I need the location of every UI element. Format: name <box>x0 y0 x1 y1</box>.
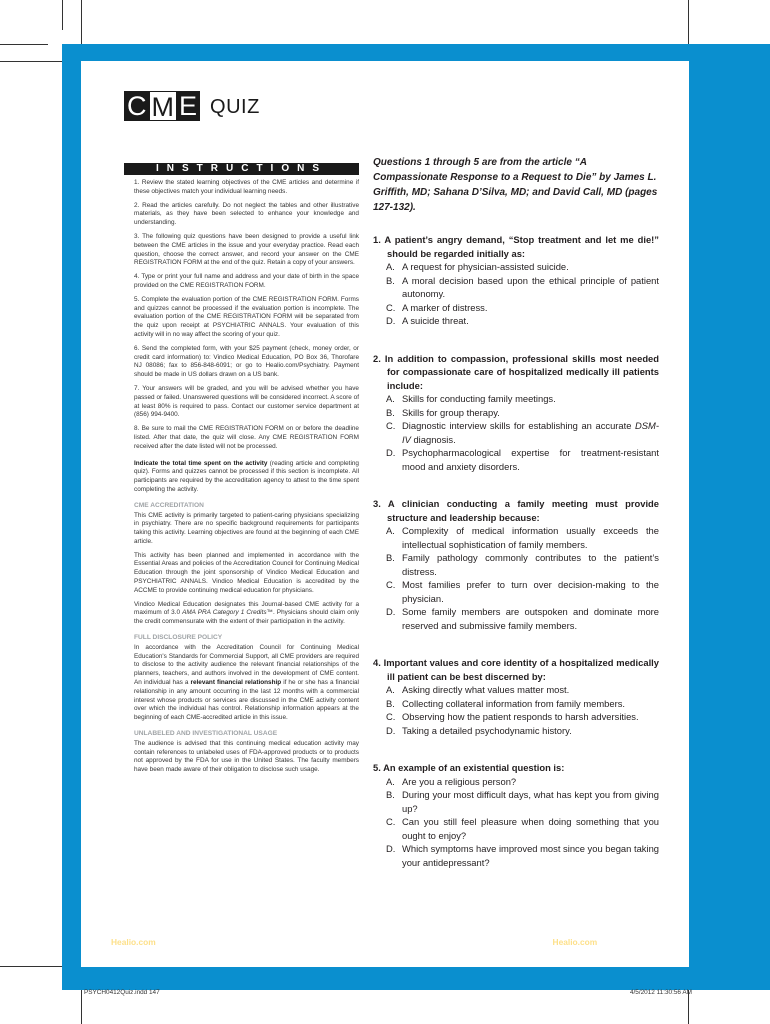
option-letter: A. <box>386 775 395 787</box>
question-title: 3. A clinician conducting a family meeting must provide structure and leadership because: <box>373 498 659 523</box>
option-letter: B. <box>386 552 395 563</box>
page-number: 147 <box>645 937 659 947</box>
accreditation-paragraph: This CME activity is primarily targeted to patient-caring physicians specializing in psychiatry. There are no specific background requirements for participants taking this activity. Learning objectives are found at the beginning of each CME article. <box>134 511 359 545</box>
unlabeled-heading: UNLABELED AND INVESTIGATIONAL USAGE <box>134 730 278 738</box>
slug-filename: PSYCH0412Quiz.indd 147 <box>84 989 160 996</box>
designation-text-end: . Physicians should claim only the credit commensurate with the extent of their participation in the activity. <box>134 609 359 626</box>
answer-option <box>373 697 659 711</box>
time-spent-text: (reading article and completing quiz). Forms and quizzes cannot be processed if this section is incomplete. All participants are required by the accreditation agency to attest to the time spent completing the activity. <box>134 459 359 493</box>
instruction-step: 7. Your answers will be graded, and you will be advised whether you have passed or failed. Unanswered questions will be considered incorrect. A score of at least 80% is required to pass. Contact our customer service department at (856) 994-9400. <box>134 384 359 419</box>
instruction-step: 5. Complete the evaluation portion of the CME REGISTRATION FORM. Forms and quizzes cannot be processed if the evaluation portion is incomplete. The evaluation portion of the CME REGISTRATION FORM will be separated from the quiz upon receipt at PSYCHIATRIC ANNALS. Your evaluation of this activity will in no way affect the scoring of your quiz. <box>134 295 359 338</box>
designation-credits: AMA PRA Category 1 Credits™ <box>182 609 273 617</box>
option-text: Observing how the patient responds to harsh adversities. <box>402 711 639 722</box>
option-letter: A. <box>386 525 395 536</box>
answer-option <box>373 314 659 328</box>
option-letter: D. <box>386 447 396 458</box>
question-1 <box>373 233 659 328</box>
footer-issue: APRIL 2012 <box>366 937 413 947</box>
question-4 <box>373 656 659 737</box>
option-text: A suicide threat. <box>402 315 469 326</box>
logo-letter-e: E <box>176 91 200 121</box>
instruction-step: 8. Be sure to mail the CME REGISTRATION FORM on or before the deadline listed. After that date, the quiz will close. Any CME REGISTRATION FORM received after the date listed will not be processed. <box>134 425 359 450</box>
disclosure-text-end: if he or she has a financial relationship in any amount occurring in the last 12 months with a commercial interest whose products or services are discussed in the CME activity content over which the individual has control. Relationship information appears at the beginning of each CME-accredited article in this issue. <box>134 679 359 722</box>
answer-option <box>373 274 659 301</box>
crop-mark <box>81 0 82 48</box>
option-text: Some family members are outspoken and dominate more reserved and submissive family members. <box>402 606 659 631</box>
option-letter: B. <box>386 697 395 709</box>
option-text: Most families prefer to turn over decision-making to the physician. <box>402 579 659 604</box>
answer-option <box>373 406 659 420</box>
answer-option <box>373 788 659 815</box>
time-spent-note <box>134 460 359 495</box>
disclosure-heading: FULL DISCLOSURE POLICY <box>134 634 223 642</box>
option-letter: B. <box>386 274 395 286</box>
option-letter: B. <box>386 789 395 800</box>
option-text: Collecting collateral information from family members. <box>402 697 625 709</box>
question-title: 5. An example of an existential question is: <box>373 762 565 773</box>
option-letter: C. <box>386 301 396 313</box>
crop-mark <box>0 61 66 62</box>
option-letter: A. <box>386 684 395 695</box>
logo-quiz-word: QUIZ <box>210 96 260 118</box>
option-text: During your most difficult days, what has kept you from giving up? <box>402 789 659 814</box>
unlabeled-paragraph: The audience is advised that this continuing medical education activity may contain references to unlabeled uses of FDA-approved products or to products not approved by the FDA for use in the United States. The faculty members have been made aware of their obligation to disclose such usage. <box>134 739 359 774</box>
answer-option <box>373 419 659 446</box>
instructions-column <box>134 179 359 780</box>
option-text: Which symptoms have improved most since you began taking your antidepressant? <box>402 843 659 868</box>
footer-healio-right: Healio.com <box>552 937 598 947</box>
question-5 <box>373 761 659 869</box>
crop-mark <box>688 0 689 48</box>
option-letter: A. <box>386 261 395 272</box>
question-title: 1. A patient’s angry demand, “Stop treatment and let me die!” should be regarded initially as: <box>373 234 659 259</box>
answer-option <box>373 842 659 869</box>
option-letter: D. <box>386 724 396 736</box>
answer-option <box>373 683 659 697</box>
answer-option <box>373 392 659 406</box>
disclosure-bold: relevant financial relationship <box>190 679 282 687</box>
footer-right <box>553 937 659 947</box>
answer-option <box>373 775 659 789</box>
questions-column <box>373 155 659 869</box>
question-2 <box>373 352 659 474</box>
footer-healio: Healio.com <box>111 937 156 947</box>
designation-paragraph <box>134 601 359 627</box>
answer-option <box>373 724 659 738</box>
instruction-step: 3. The following quiz questions have been designed to provide a useful link between the CME articles in the issue and your everyday practice. Read each question, choose the correct answer, and record your answer on the CME REGISTRATION FORM at the end of the quiz. Retain a copy of your answers. <box>134 232 359 267</box>
option-text: Complexity of medical information usually exceeds the intellectual sophistication of family members. <box>402 525 659 550</box>
option-text: A marker of distress. <box>402 301 488 313</box>
option-text: Are you a religious person? <box>402 775 517 787</box>
crop-mark <box>0 966 66 967</box>
cme-quiz-logo <box>124 91 260 121</box>
option-letter: C. <box>386 420 396 431</box>
option-text: Can you still feel pleasure when doing something that you ought to enjoy? <box>402 816 659 841</box>
instruction-step: 2. Read the articles carefully. Do not neglect the tables and other illustrative materials, as they have been selected to enhance your knowledge and understanding. <box>134 201 359 227</box>
option-letter: D. <box>386 606 396 617</box>
answer-option <box>373 260 659 274</box>
option-text: A moral decision based upon the ethical principle of patient autonomy. <box>402 274 659 299</box>
option-text: A request for physician-assisted suicide. <box>402 261 569 272</box>
option-letter: C. <box>386 579 396 590</box>
footer-section: /Psychiatry | <box>597 937 646 947</box>
designation-text: Vindico Medical Education designates this Journal-based CME activity for a maximum of 3.0 <box>134 600 359 617</box>
answer-option <box>373 578 659 605</box>
question-title: 4. Important values and core identity of a hospitalized medically ill patient can be best discerned by: <box>373 657 659 682</box>
option-letter: D. <box>386 315 396 326</box>
answer-option <box>373 301 659 315</box>
question-3 <box>373 497 659 632</box>
instructions-header: INSTRUCTIONS <box>124 163 359 175</box>
option-letter: A. <box>386 393 395 404</box>
answer-option <box>373 446 659 473</box>
option-text: Diagnostic interview skills for establishing an accurate DSM-IV diagnosis. <box>402 420 659 445</box>
accreditation-heading: CME ACCREDITATION <box>134 501 204 509</box>
instruction-step: 1. Review the stated learning objectives of the CME articles and determine if these objectives match your individual learning needs. <box>134 179 359 195</box>
disclosure-paragraph <box>134 644 359 723</box>
answer-option <box>373 815 659 842</box>
question-title: 2. In addition to compassion, professional skills most needed for compassionate care of hospitalized medically ill patients include: <box>373 352 659 391</box>
time-spent-bold: Indicate the total time spent on the activity <box>134 459 268 467</box>
instruction-step: 6. Send the completed form, with your $25 payment (check, money order, or credit card information) to: Vindico Medical Education, PO Box 36, Thorofare NJ 08086; fax to 856-848-6091; or go to Healio.com/Psychiatry. Payment should be made in US dollars drawn on a US bank. <box>134 344 359 379</box>
question-list <box>373 233 659 869</box>
option-text: Taking a detailed psychodynamic history. <box>402 724 572 736</box>
instruction-step: 4. Type or print your full name and address and your date of birth in the space provided on the CME REGISTRATION FORM. <box>134 273 359 289</box>
crop-mark <box>0 44 48 45</box>
logo-letter-m: M <box>151 92 174 122</box>
option-text: Skills for conducting family meetings. <box>402 393 556 404</box>
option-text: Family pathology commonly contributes to the patient’s distress. <box>402 552 659 577</box>
option-letter: C. <box>386 816 396 827</box>
accreditation-paragraph: This activity has been planned and implemented in accordance with the Essential Areas and policies of the Accreditation Council for Continuing Medical Education through the joint sponsorship of Vindico Medical Education and PSYCHIATRIC ANNALS. Vindico Medical Education is accredited by the ACCME to provide continuing medical education for physicians. <box>134 551 359 594</box>
option-text: Psychopharmacological expertise for treatment-resistant mood and anxiety disorders. <box>402 447 659 472</box>
logo-letter-c: C <box>124 91 150 121</box>
footer-left <box>111 937 412 947</box>
option-text: Asking directly what values matter most. <box>402 684 570 695</box>
answer-option <box>373 710 659 724</box>
disclosure-text: In accordance with the Accreditation Council for Continuing Medical Education's Standards for Commercial Support, all CME providers are required to disclose to the activity audience the relevant financial relationships of the planners, teachers, and authors involved in the development of CME content. An individual has a <box>134 643 359 687</box>
answer-option <box>373 605 659 632</box>
option-letter: D. <box>386 843 396 854</box>
footer-tagline: The new online home of PSYCHIATRIC ANNALS 42:4 | <box>155 937 367 947</box>
option-letter: C. <box>386 711 396 722</box>
article-intro: Questions 1 through 5 are from the article “A Compassionate Response to a Request to Die” by James L. Griffith, MD; Sahana D’Silva, MD; and David Call, MD (pages 127-132). <box>373 157 658 213</box>
answer-option <box>373 524 659 551</box>
option-letter: B. <box>386 406 395 418</box>
option-text: Skills for group therapy. <box>402 406 500 418</box>
crop-mark <box>62 0 63 30</box>
slug-timestamp: 4/5/2012 11:30:56 AM <box>629 989 692 996</box>
answer-option <box>373 551 659 578</box>
